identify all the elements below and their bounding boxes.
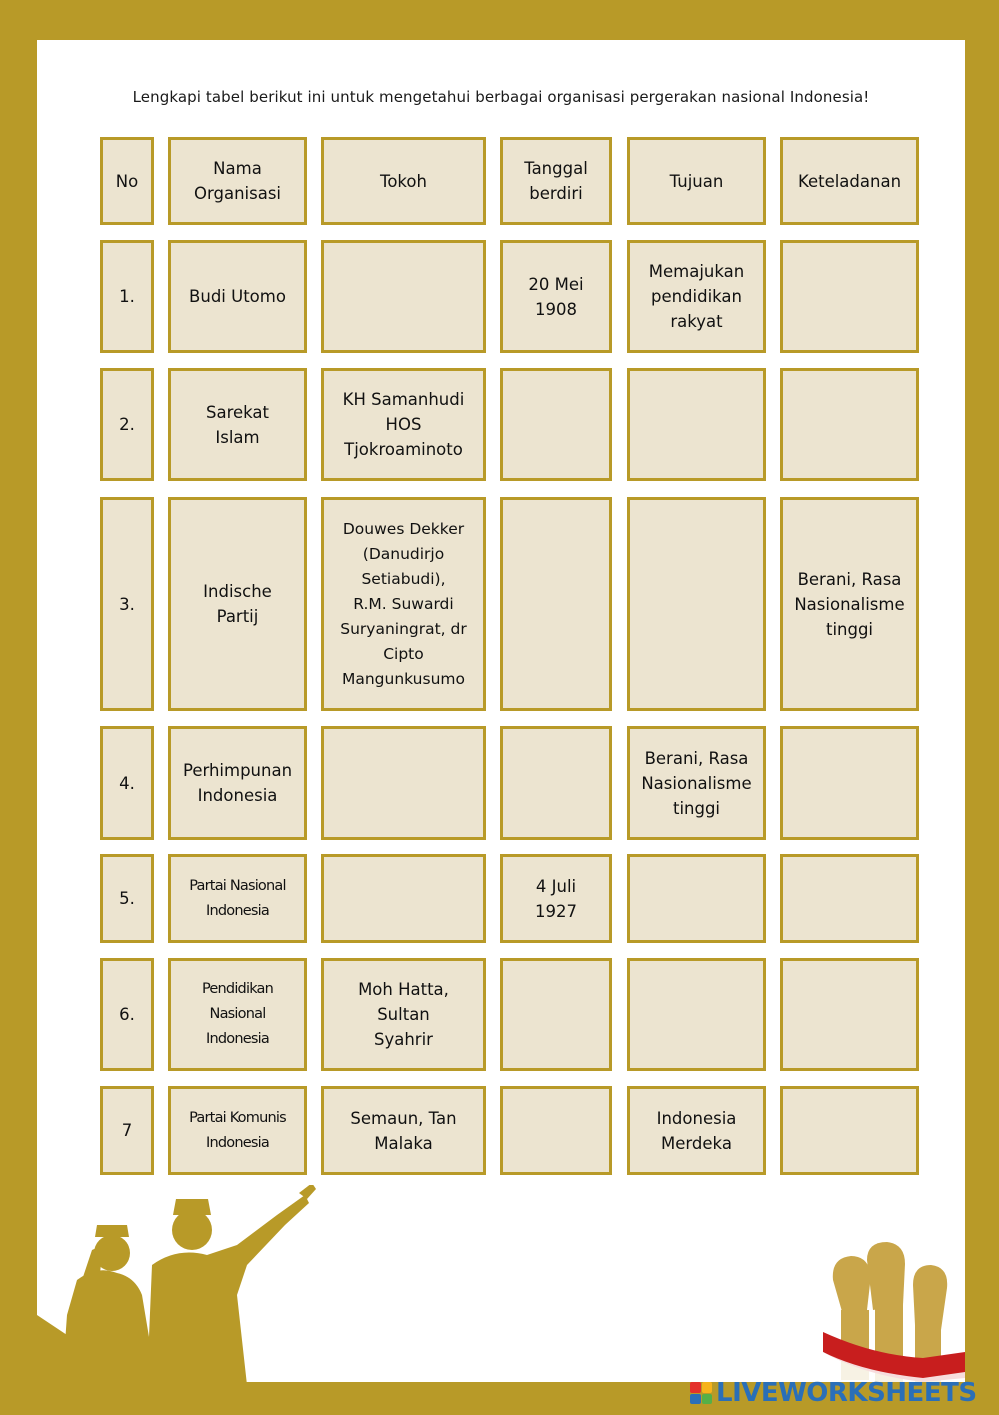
instruction-text: Lengkapi tabel berikut ini untuk mengetahui berbagai organisasi pergerakan nasional Indonesia!: [132, 88, 870, 106]
row-6-keteladanan-field[interactable]: [780, 958, 919, 1071]
row-5-tokoh-field[interactable]: [321, 854, 486, 943]
row-4-nama: Perhimpunan Indonesia: [168, 726, 307, 840]
row-1-no: 1.: [100, 240, 154, 353]
row-7-tanggal-field[interactable]: [500, 1086, 612, 1175]
header-keteladanan: Keteladanan: [780, 137, 919, 225]
row-5-nama: Partai Nasional Indonesia: [168, 854, 307, 943]
row-7-no: 7: [100, 1086, 154, 1175]
row-3-tokoh: Douwes Dekker (Danudirjo Setiabudi), R.M. Suwardi Suryaningrat, dr Cipto Mangunkusumo: [321, 497, 486, 711]
row-5-no: 5.: [100, 854, 154, 943]
row-2-tokoh: KH Samanhudi HOS Tjokroaminoto: [321, 368, 486, 481]
row-4-keteladanan-field[interactable]: [780, 726, 919, 840]
row-6-tokoh: Moh Hatta, Sultan Syahrir: [321, 958, 486, 1071]
row-7-nama: Partai Komunis Indonesia: [168, 1086, 307, 1175]
row-1-tokoh-field[interactable]: [321, 240, 486, 353]
row-1-tujuan: Memajukan pendidikan rakyat: [627, 240, 766, 353]
row-4-tanggal-field[interactable]: [500, 726, 612, 840]
row-7-tujuan: Indonesia Merdeka: [627, 1086, 766, 1175]
row-5-tanggal: 4 Juli 1927: [500, 854, 612, 943]
row-5-tujuan-field[interactable]: [627, 854, 766, 943]
row-4-tujuan: Berani, Rasa Nasionalisme tinggi: [627, 726, 766, 840]
liveworksheets-logo[interactable]: [690, 1378, 977, 1408]
row-6-nama: Pendidikan Nasional Indonesia: [168, 958, 307, 1071]
header-nama-organisasi: Nama Organisasi: [168, 137, 307, 225]
liveworksheets-logo-icon: [690, 1382, 712, 1404]
row-3-tujuan-field[interactable]: [627, 497, 766, 711]
row-7-tokoh: Semaun, Tan Malaka: [321, 1086, 486, 1175]
worksheet-page: [37, 40, 965, 1382]
row-2-keteladanan-field[interactable]: [780, 368, 919, 481]
row-6-tanggal-field[interactable]: [500, 958, 612, 1071]
liveworksheets-logo-text: LIVEWORKSHEETS: [716, 1378, 977, 1408]
heroes-silhouette-illustration: [37, 1185, 337, 1382]
row-4-no: 4.: [100, 726, 154, 840]
row-1-tanggal: 20 Mei 1908: [500, 240, 612, 353]
row-3-tanggal-field[interactable]: [500, 497, 612, 711]
header-tanggal-berdiri: Tanggal berdiri: [500, 137, 612, 225]
row-2-no: 2.: [100, 368, 154, 481]
header-tujuan: Tujuan: [627, 137, 766, 225]
raised-fists-illustration: [823, 1240, 965, 1382]
row-1-nama: Budi Utomo: [168, 240, 307, 353]
row-6-no: 6.: [100, 958, 154, 1071]
row-2-tujuan-field[interactable]: [627, 368, 766, 481]
row-3-no: 3.: [100, 497, 154, 711]
row-5-keteladanan-field[interactable]: [780, 854, 919, 943]
header-tokoh: Tokoh: [321, 137, 486, 225]
row-7-keteladanan-field[interactable]: [780, 1086, 919, 1175]
row-2-nama: Sarekat Islam: [168, 368, 307, 481]
row-2-tanggal-field[interactable]: [500, 368, 612, 481]
row-3-keteladanan: Berani, Rasa Nasionalisme tinggi: [780, 497, 919, 711]
header-no: No: [100, 137, 154, 225]
row-4-tokoh-field[interactable]: [321, 726, 486, 840]
row-6-tujuan-field[interactable]: [627, 958, 766, 1071]
row-3-nama: Indische Partij: [168, 497, 307, 711]
row-1-keteladanan-field[interactable]: [780, 240, 919, 353]
